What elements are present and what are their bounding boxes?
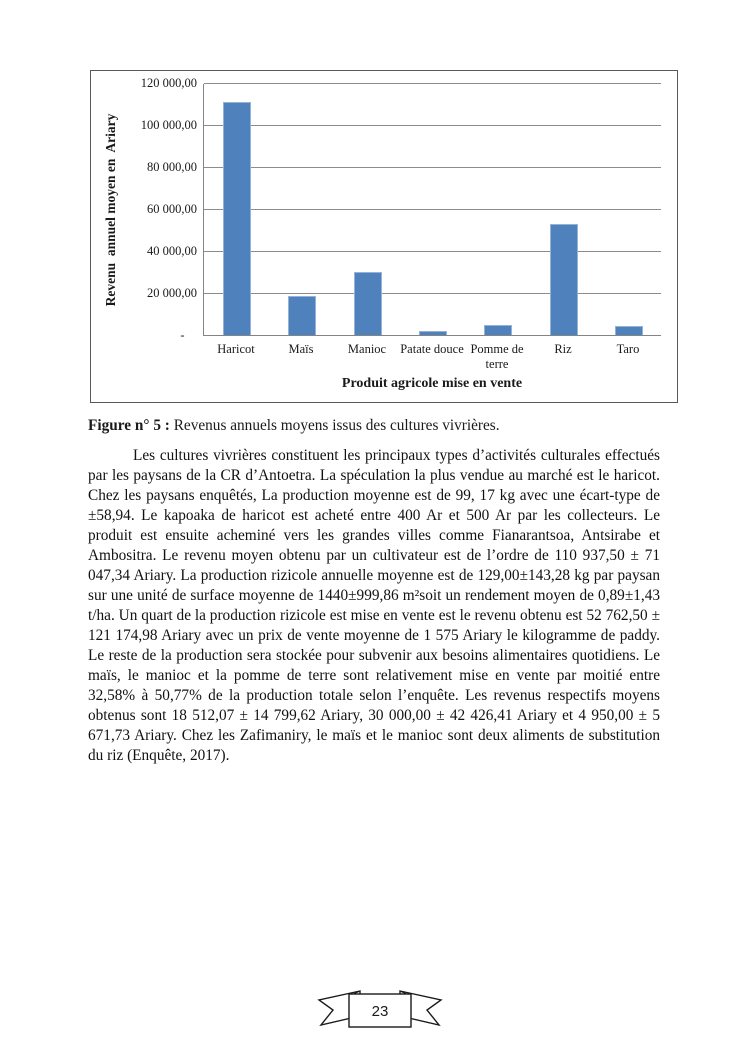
figure-caption-label: Figure n° 5 : — [88, 417, 170, 434]
gridline — [204, 125, 661, 126]
gridline — [204, 167, 661, 168]
page-number-ribbon — [316, 986, 444, 1038]
gridline — [204, 83, 661, 84]
body-paragraph: Les cultures vivrières constituent les principaux types d’activités culturales effectués par les paysans de la CR d’Antoetra. La spéculation la plus vendue au marché est le haricot. Chez les paysans enquêtés, La production moyenne est de 99, 17 kg avec une écart-type de ±58,94. Le kapoaka de haricot est acheté entre 400 Ar et 500 Ar par les collecteurs. Le produit est ensuite acheminé vers les grandes villes comme Fianarantsoa, Antsirabe et Ambositra. Le revenu moyen obtenu par un cultivateur est de l’ordre de 110 937,50 ± 71 047,34 Ariary. La production rizicole annuelle moyenne est de 129,00±143,28 kg par paysan sur une unité de surface moyenne de 1440±999,86 m²soit un rendement moyen de 0,89±1,43 t/ha. Un quart de la production rizicole est mise en vente est le revenu obtenu est 52 762,50 ± 121 174,98 Ariary avec un prix de vente moyenne de 1 575 Ariary le kilogramme de paddy. Le reste de la production sera stockée pour subvenir aux besoins alimentaires quotidiens. Le maïs, le manioc et la pomme de terre sont relativement mise en vente par moitié entre 32,58% à 50,77% de la production totale selon l’enquête. Les revenus respectifs moyens obtenus sont 18 512,07 ± 14 799,62 Ariary, 30 000,00 ± 42 426,41 Ariary et 4 950,00 ± 5 671,73 Ariary. Chez les Zafimaniry, le maïs et le manioc sont deux aliments de substitution du riz (Enquête, 2017). — [88, 447, 660, 764]
figure-caption — [88, 417, 662, 435]
x-category-label: Haricot — [217, 342, 255, 356]
x-axis-title: Produit agricole mise en vente — [341, 376, 523, 391]
bar-maïs — [288, 296, 316, 335]
y-tick-label: 40 000,00 — [147, 244, 197, 258]
x-category-label: Pomme de terre — [470, 342, 524, 371]
x-category-label: Taro — [616, 342, 640, 356]
page-number: 23 — [371, 1003, 389, 1020]
gridline — [204, 209, 661, 210]
x-category-label: Riz — [554, 342, 572, 356]
bar-taro — [615, 326, 643, 335]
y-tick-label: 60 000,00 — [147, 202, 197, 216]
gridline — [204, 251, 661, 252]
gridline — [204, 293, 661, 294]
bar-manioc — [354, 272, 382, 335]
bar-patate-douce — [419, 331, 447, 335]
ribbon-banner-icon — [316, 986, 444, 1038]
y-tick-label: 100 000,00 — [140, 118, 197, 132]
bar-haricot — [223, 102, 251, 335]
figure-chart — [90, 70, 678, 403]
bar-riz — [550, 224, 578, 335]
y-axis-title: Revenu annuel moyen en Ariary — [103, 113, 118, 307]
chart-plot-area — [203, 84, 661, 336]
y-tick-label: 120 000,00 — [140, 76, 197, 90]
figure-caption-text: Revenus annuels moyens issus des cultures vivrières. — [169, 417, 500, 434]
x-category-label: Manioc — [347, 342, 387, 356]
y-tick-label: 20 000,00 — [147, 286, 197, 300]
y-tick-label: 80 000,00 — [147, 160, 197, 174]
x-category-label: Maïs — [288, 342, 314, 356]
x-category-label: Patate douce — [400, 342, 464, 356]
bar-pomme-de-terre — [484, 325, 512, 335]
y-tick-label: - — [180, 328, 197, 342]
